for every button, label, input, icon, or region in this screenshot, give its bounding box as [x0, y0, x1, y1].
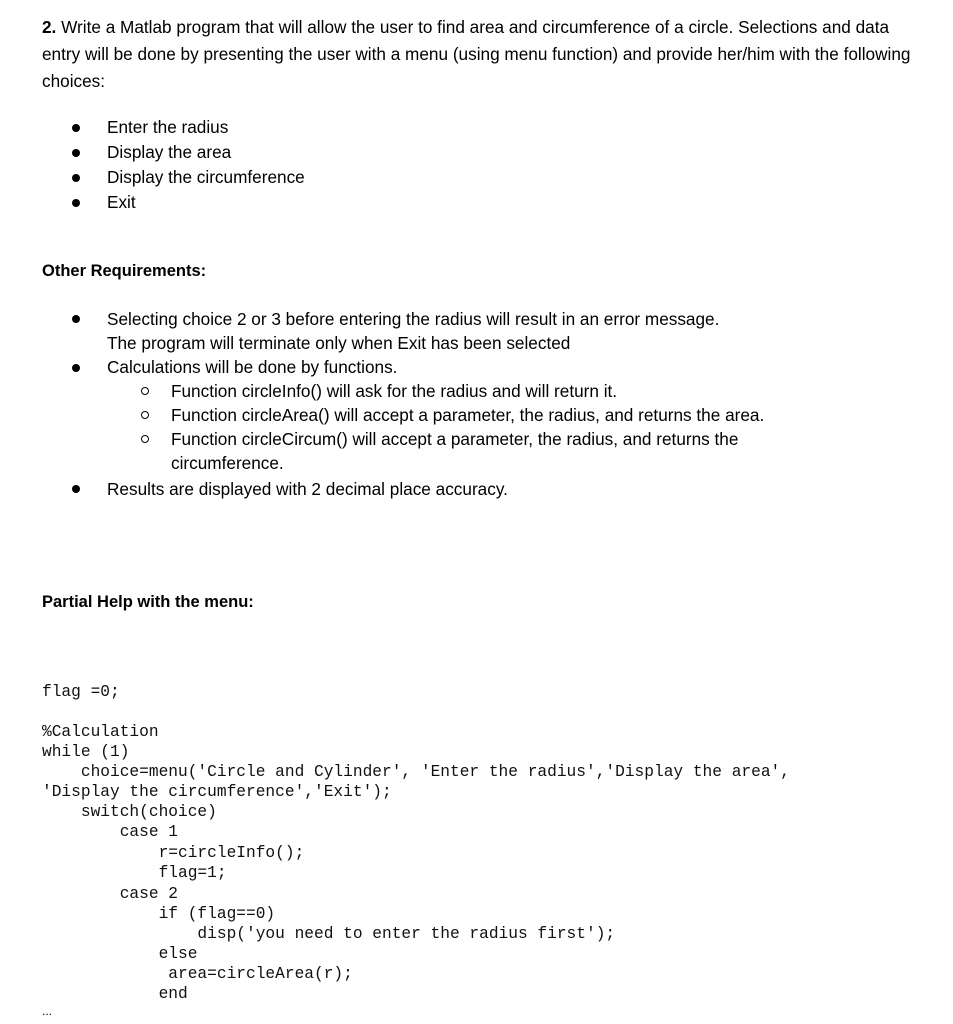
code-line: case 2 — [42, 885, 178, 903]
sub-requirement-item: Function circleInfo() will ask for the radius and will return it. — [171, 381, 618, 401]
code-line: area=circleArea(r); — [42, 965, 353, 983]
choice-item: Display the area — [107, 142, 232, 162]
sub-requirement-item-continued: circumference. — [171, 453, 284, 473]
circle-bullet-icon — [141, 387, 149, 395]
code-line: disp('you need to enter the radius first'); — [42, 925, 616, 943]
code-line: flag =0; — [42, 683, 120, 701]
requirement-item: Results are displayed with 2 decimal place accuracy. — [107, 479, 508, 499]
partial-help-heading: Partial Help with the menu: — [42, 593, 254, 611]
requirement-item: Selecting choice 2 or 3 before entering the radius will result in an error message. — [107, 309, 720, 329]
bullet-icon — [72, 149, 80, 157]
bullet-icon — [72, 199, 80, 207]
bullet-icon — [72, 174, 80, 182]
ellipsis: ... — [42, 1004, 53, 1018]
question-body: Write a Matlab program that will allow the user to find area and circumference of a circle. Selections and data entry will be done by presenting the user with a menu (using menu function) and provide her/him with the following choices: — [42, 17, 911, 91]
circle-bullet-icon — [141, 435, 149, 443]
other-requirements-heading: Other Requirements: — [42, 262, 207, 280]
sub-requirement-item: Function circleCircum() will accept a parameter, the radius, and returns the — [171, 429, 739, 449]
choice-item: Enter the radius — [107, 117, 229, 137]
circle-bullet-icon — [141, 411, 149, 419]
code-line: 'Display the circumference','Exit'); — [42, 783, 392, 801]
question-text — [42, 14, 922, 95]
question-number: 2. — [42, 17, 57, 37]
code-line: case 1 — [42, 823, 178, 841]
choice-item: Exit — [107, 192, 136, 212]
code-line: choice=menu('Circle and Cylinder', 'Enter the radius','Display the area', — [42, 763, 790, 781]
requirement-item-continued: The program will terminate only when Exit has been selected — [107, 333, 571, 353]
sub-requirement-item: Function circleArea() will accept a parameter, the radius, and returns the area. — [171, 405, 765, 425]
bullet-icon — [72, 485, 80, 493]
requirement-item: Calculations will be done by functions. — [107, 357, 398, 377]
code-line: while (1) — [42, 743, 130, 761]
code-line: r=circleInfo(); — [42, 844, 305, 862]
code-line: end — [42, 985, 188, 1003]
bullet-icon — [72, 315, 80, 323]
choice-item: Display the circumference — [107, 167, 305, 187]
code-line: else — [42, 945, 198, 963]
bullet-icon — [72, 364, 80, 372]
code-line: switch(choice) — [42, 803, 217, 821]
code-line: if (flag==0) — [42, 905, 276, 923]
code-line: flag=1; — [42, 864, 227, 882]
bullet-icon — [72, 124, 80, 132]
code-line: %Calculation — [42, 723, 159, 741]
